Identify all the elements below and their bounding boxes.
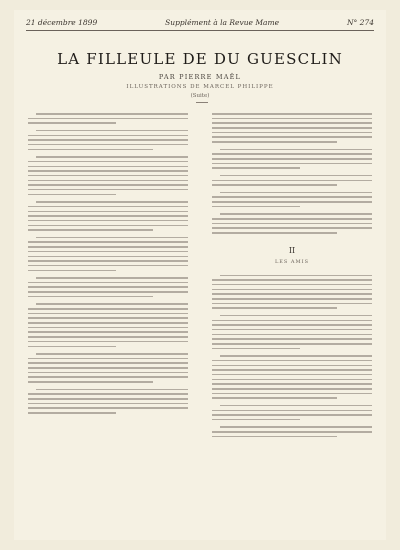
article-title: LA FILLEULE DE DU GUESCLIN	[57, 50, 343, 68]
paragraph	[212, 426, 372, 437]
paragraph	[28, 113, 188, 124]
paragraph	[212, 275, 372, 309]
paragraph	[212, 315, 372, 349]
paragraph	[28, 353, 188, 383]
title-ornament	[196, 102, 208, 106]
paragraph	[212, 213, 372, 233]
paragraph	[212, 113, 372, 143]
supplement-label: Supplément à la Revue Mame	[165, 18, 280, 27]
paragraph	[28, 130, 188, 150]
paragraph	[28, 303, 188, 347]
header-rule	[26, 30, 374, 31]
text-column-left	[28, 113, 188, 528]
paragraph	[212, 405, 372, 421]
page	[14, 10, 386, 540]
paragraph	[212, 175, 372, 186]
chapter-number: II	[288, 245, 296, 255]
paragraph	[212, 149, 372, 169]
paragraph	[28, 277, 188, 297]
part-label: (Suite)	[190, 93, 210, 99]
issue-number: N° 274	[346, 18, 374, 27]
paragraph	[28, 237, 188, 271]
running-header	[26, 18, 374, 27]
paragraph	[28, 201, 188, 231]
chapter-subtitle: LES AMIS	[274, 258, 310, 265]
illustration-credit: ILLUSTRATIONS DE MARCEL PHILIPPE	[126, 84, 274, 90]
paragraph	[212, 355, 372, 399]
author-byline: PAR PIERRE MAËL	[158, 73, 242, 81]
paragraph	[212, 192, 372, 208]
text-column-right	[212, 113, 372, 528]
paragraph	[28, 389, 188, 414]
issue-date: 21 décembre 1899	[26, 18, 98, 27]
paragraph	[28, 156, 188, 195]
